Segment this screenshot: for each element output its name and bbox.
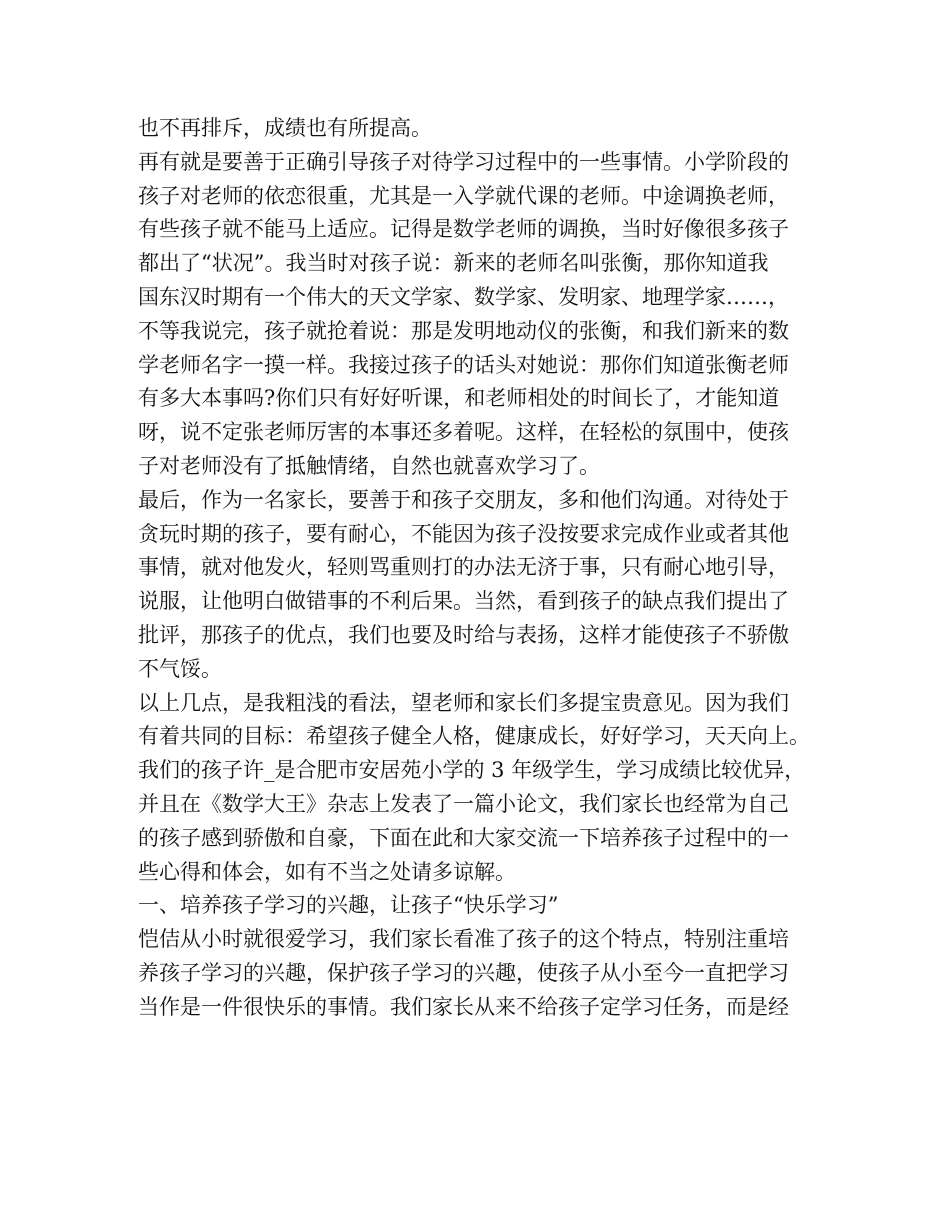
text-line: 事情，就对他发火，轻则骂重则打的办法无济于事，只有耐心地引导， <box>138 555 789 580</box>
text-line: 当作是一件很快乐的事情。我们家长从来不给孩子定学习任务，而是经 <box>138 994 789 1019</box>
text-line: 养孩子学习的兴趣，保护孩子学习的兴趣，使孩子从小至今一直把学习 <box>138 960 789 985</box>
text-line: 有些孩子就不能马上适应。记得是数学老师的调换，当时好像很多孩子 <box>138 217 789 242</box>
text-line: 再有就是要善于正确引导孩子对待学习过程中的一些事情。小学阶段的 <box>138 149 789 174</box>
text-line: 些心得和体会，如有不当之处请多谅解。 <box>138 859 516 884</box>
text-line: 不气馁。 <box>138 656 222 681</box>
body-text <box>138 112 828 1025</box>
text-line: 子对老师没有了抵触情绪，自然也就喜欢学习了。 <box>138 453 600 478</box>
text-line: 我们的孩子许_是合肥市安居苑小学的 3 年级学生，学习成绩比较优异， <box>138 758 806 783</box>
text-line: 学老师名字一摸一样。我接过孩子的话头对她说：那你们知道张衡老师 <box>138 352 789 377</box>
text-line: 恺佶从小时就很爱学习，我们家长看准了孩子的这个特点，特别注重培 <box>138 927 789 952</box>
text-line: 并且在《数学大王》杂志上发表了一篇小论文，我们家长也经常为自己 <box>138 791 789 816</box>
text-line: 不等我说完，孩子就抢着说：那是发明地动仪的张衡，和我们新来的数 <box>138 318 789 343</box>
text-line: 有多大本事吗?你们只有好好听课，和老师相处的时间长了，才能知道 <box>138 386 780 411</box>
text-line: 批评，那孩子的优点，我们也要及时给与表扬，这样才能使孩子不骄傲 <box>138 622 789 647</box>
text-line: 也不再排斥，成绩也有所提高。 <box>138 116 432 140</box>
text-line: 有着共同的目标：希望孩子健全人格，健康成长，好好学习，天天向上。 <box>138 724 810 749</box>
text-line: 国东汉时期有一个伟大的天文学家、数学家、发明家、地理学家……， <box>138 284 789 309</box>
text-line: 说服，让他明白做错事的不利后果。当然，看到孩子的缺点我们提出了 <box>138 589 789 614</box>
text-line: 的孩子感到骄傲和自豪，下面在此和大家交流一下培养孩子过程中的一 <box>138 825 789 850</box>
text-line: 呀，说不定张老师厉害的本事还多着呢。这样，在轻松的氛围中，使孩 <box>138 420 789 445</box>
text-line: 贪玩时期的孩子，要有耐心，不能因为孩子没按要求完成作业或者其他 <box>138 521 789 546</box>
text-line: 孩子对老师的依恋很重，尤其是一入学就代课的老师。中途调换老师， <box>138 183 789 208</box>
section-heading: 一、培养孩子学习的兴趣，让孩子“快乐学习” <box>138 893 559 918</box>
text-line: 以上几点，是我粗浅的看法，望老师和家长们多提宝贵意见。因为我们 <box>138 690 789 715</box>
text-line: 最后，作为一名家长，要善于和孩子交朋友，多和他们沟通。对待处于 <box>138 487 789 512</box>
text-line: 都出了“状况”。我当时对孩子说：新来的老师名叫张衡，那你知道我 <box>138 251 769 276</box>
